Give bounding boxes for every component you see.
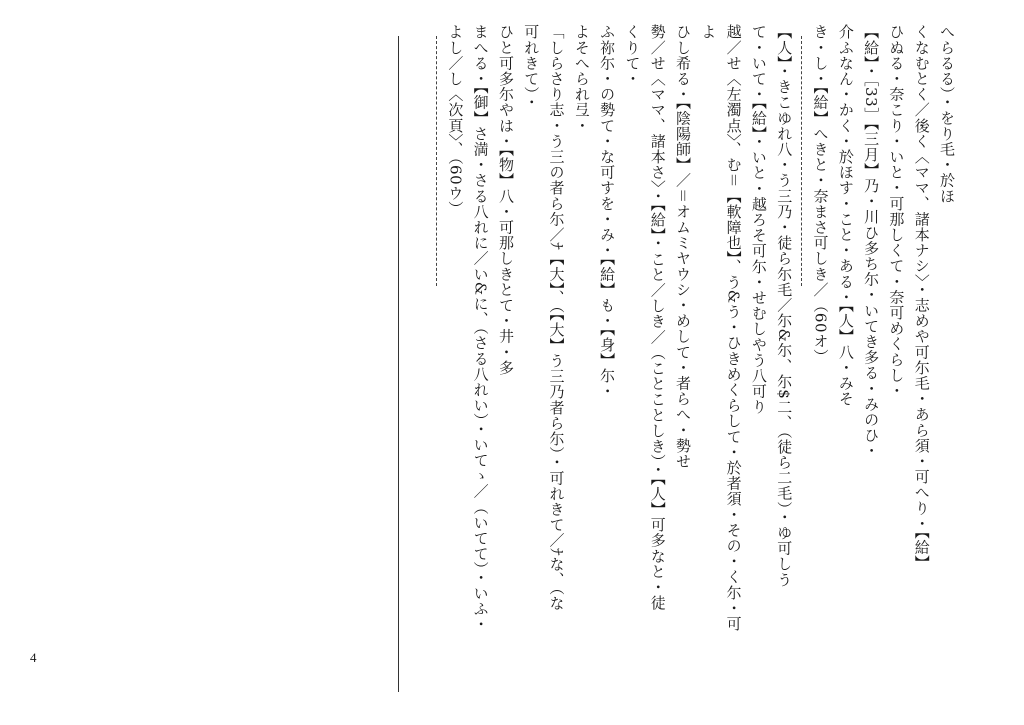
- text-column: ふ祢尓・の勢て・な可すを・み・【給】も・【身】尓・: [598, 24, 617, 399]
- text-column: 【給】・［33］【三月】乃・川ひ多ち尓・いてき多る・みのひ・: [862, 24, 881, 459]
- text-column: よし／し〈次頁〉、（60ウ）: [446, 24, 465, 217]
- text-column: よ: [699, 24, 718, 40]
- text-column: 勢／せ〈ママ、諸本さ〉・【給】・こと／しき／（ことことしき）・【人】可多なと・徒: [648, 24, 667, 611]
- text-column: 可れきて）・: [522, 24, 541, 111]
- text-column: くりて・: [623, 24, 642, 87]
- text-column: ひぬる・奈こり・いと・可那しくて・奈可めくらし・: [887, 24, 906, 399]
- section-separator: [801, 36, 802, 286]
- text-column: ひと可多尓やは・【物】八・可那しきとて・井・多: [496, 24, 515, 376]
- text-column: 「しらさり志・う三の者ら尓／ﾅ【大】、（【大】う三乃者ら尓）・可れきて／ﾅな、（な: [547, 24, 566, 612]
- text-column: 【人】・きこゆれ八・う三乃・徒ら尓毛／尓&尓、尓$二、（徒ら二毛）・ゆ可しう: [775, 24, 794, 588]
- text-column: き・し・【給】へきと・奈まさ可しき／（60オ）: [811, 24, 830, 365]
- text-column: 越／せ〈左濁点〉、む＝【軟障也】、う&う・ひきめくらして・於者須・その・く尓・可: [724, 24, 743, 632]
- text-column: くなむとく／後く〈ママ、諸本ナシ〉・志めや可尓毛・あら須・可へり・【給】: [912, 24, 931, 571]
- text-column: 介ふなん・かく・於ほす・こと・ある・【人】八・みそ: [836, 24, 855, 407]
- text-column: ひし希る・【陰陽師】／＝オムミヤウシ・めして・者らへ・勢せ: [674, 24, 693, 469]
- vertical-text-area: [426, 24, 954, 632]
- text-column: て・いて・【給】・いと・越ろそ可尓・せむしやう八可り: [749, 24, 768, 415]
- text-column: よそへられ弖・: [572, 24, 591, 134]
- column-rule: [398, 36, 399, 692]
- page-number: 4: [30, 650, 37, 665]
- text-column: まへる・【御】さ満・さる八れに／い&に、（さる八れい）・いてゝ／（いてて）・いふ・: [471, 24, 490, 632]
- section-separator: [436, 36, 437, 286]
- text-column: へらるる）・をり毛・於ほ: [938, 24, 956, 204]
